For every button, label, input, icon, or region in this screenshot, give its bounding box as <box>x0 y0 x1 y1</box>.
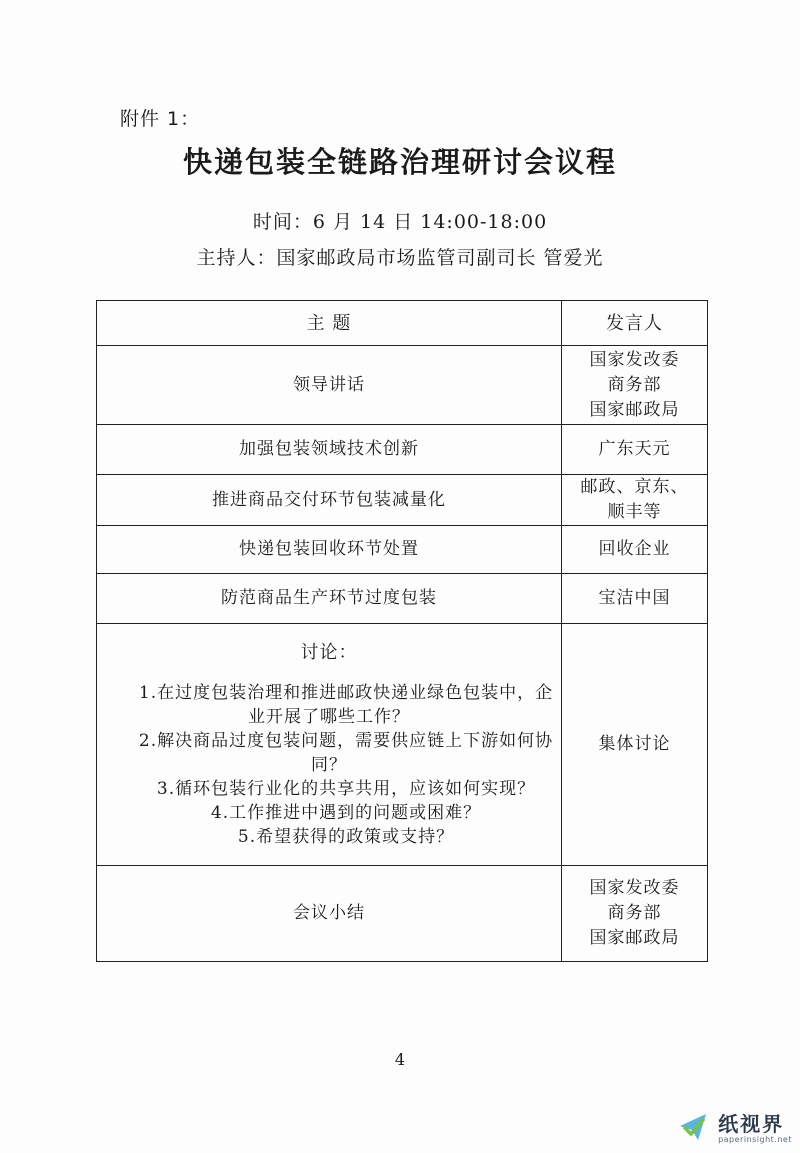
speaker-name: 顺丰等 <box>607 502 662 522</box>
speaker-name: 商务部 <box>607 903 662 923</box>
agenda-table <box>96 300 708 962</box>
discussion-question: 1.在过度包装治理和推进邮政快递业绿色包装中，企业开展了哪些工作？ <box>138 683 554 727</box>
header-topic: 主 题 <box>97 301 562 346</box>
paper-plane-check-logo-icon <box>676 1110 710 1144</box>
meeting-time: 时间：6 月 14 日 14:00-18:00 <box>252 211 548 233</box>
speaker-name: 回收企业 <box>598 539 671 559</box>
speaker-name: 广东天元 <box>598 439 671 459</box>
speaker-name: 商务部 <box>607 374 662 395</box>
speaker-cell <box>562 866 708 962</box>
discussion-row <box>97 624 708 866</box>
speaker-cell <box>562 425 708 475</box>
watermark-name: 纸视界 <box>718 1112 785 1136</box>
speaker-name: 国家邮政局 <box>589 399 680 420</box>
speaker-cell: 集体讨论 <box>562 624 708 866</box>
speaker-cell <box>562 475 708 526</box>
page-title: 快递包装全链路治理研讨会议程 <box>182 145 617 179</box>
table-row <box>97 475 708 526</box>
speaker-cell <box>562 526 708 574</box>
table-row <box>97 574 708 624</box>
table-row <box>97 425 708 475</box>
page-number: 4 <box>394 1050 406 1069</box>
table-row <box>97 866 708 962</box>
topic-cell: 防范商品生产环节过度包装 <box>97 574 562 624</box>
speaker-name: 国家邮政局 <box>589 928 680 948</box>
speaker-name: 国家发改委 <box>589 349 680 370</box>
topic-cell: 快递包装回收环节处置 <box>97 526 562 574</box>
topic-cell: 领导讲话 <box>97 346 562 425</box>
table-row <box>97 526 708 574</box>
topic-cell: 会议小结 <box>97 866 562 962</box>
watermark-url: paperinsight.net <box>718 1135 792 1144</box>
meeting-host: 主持人：国家邮政局市场监管司副司长 管爱光 <box>196 247 604 269</box>
attachment-label: 附件 1： <box>120 108 201 130</box>
speaker-cell <box>562 574 708 624</box>
speaker-cell <box>562 346 708 425</box>
discussion-question: 2.解决商品过度包装问题，需要供应链上下游如何协同？ <box>138 731 554 775</box>
topic-cell: 推进商品交付环节包装减量化 <box>97 475 562 526</box>
speaker-name: 邮政、京东、 <box>580 477 689 497</box>
table-header-row <box>97 301 708 346</box>
speaker-name: 国家发改委 <box>589 878 680 898</box>
discussion-label: 讨论： <box>300 642 358 663</box>
discussion-question: 3.循环包装行业化的共享共用，应该如何实现？ <box>156 779 536 799</box>
watermark <box>718 1108 792 1144</box>
discussion-question: 4.工作推进中遇到的问题或困难？ <box>210 803 482 823</box>
table-row <box>97 346 708 425</box>
topic-cell: 加强包装领域技术创新 <box>97 425 562 475</box>
discussion-cell <box>97 624 562 866</box>
speaker-name: 宝洁中国 <box>598 588 671 608</box>
discussion-question: 5.希望获得的政策或支持？ <box>237 827 455 847</box>
header-speaker: 发言人 <box>562 301 708 346</box>
